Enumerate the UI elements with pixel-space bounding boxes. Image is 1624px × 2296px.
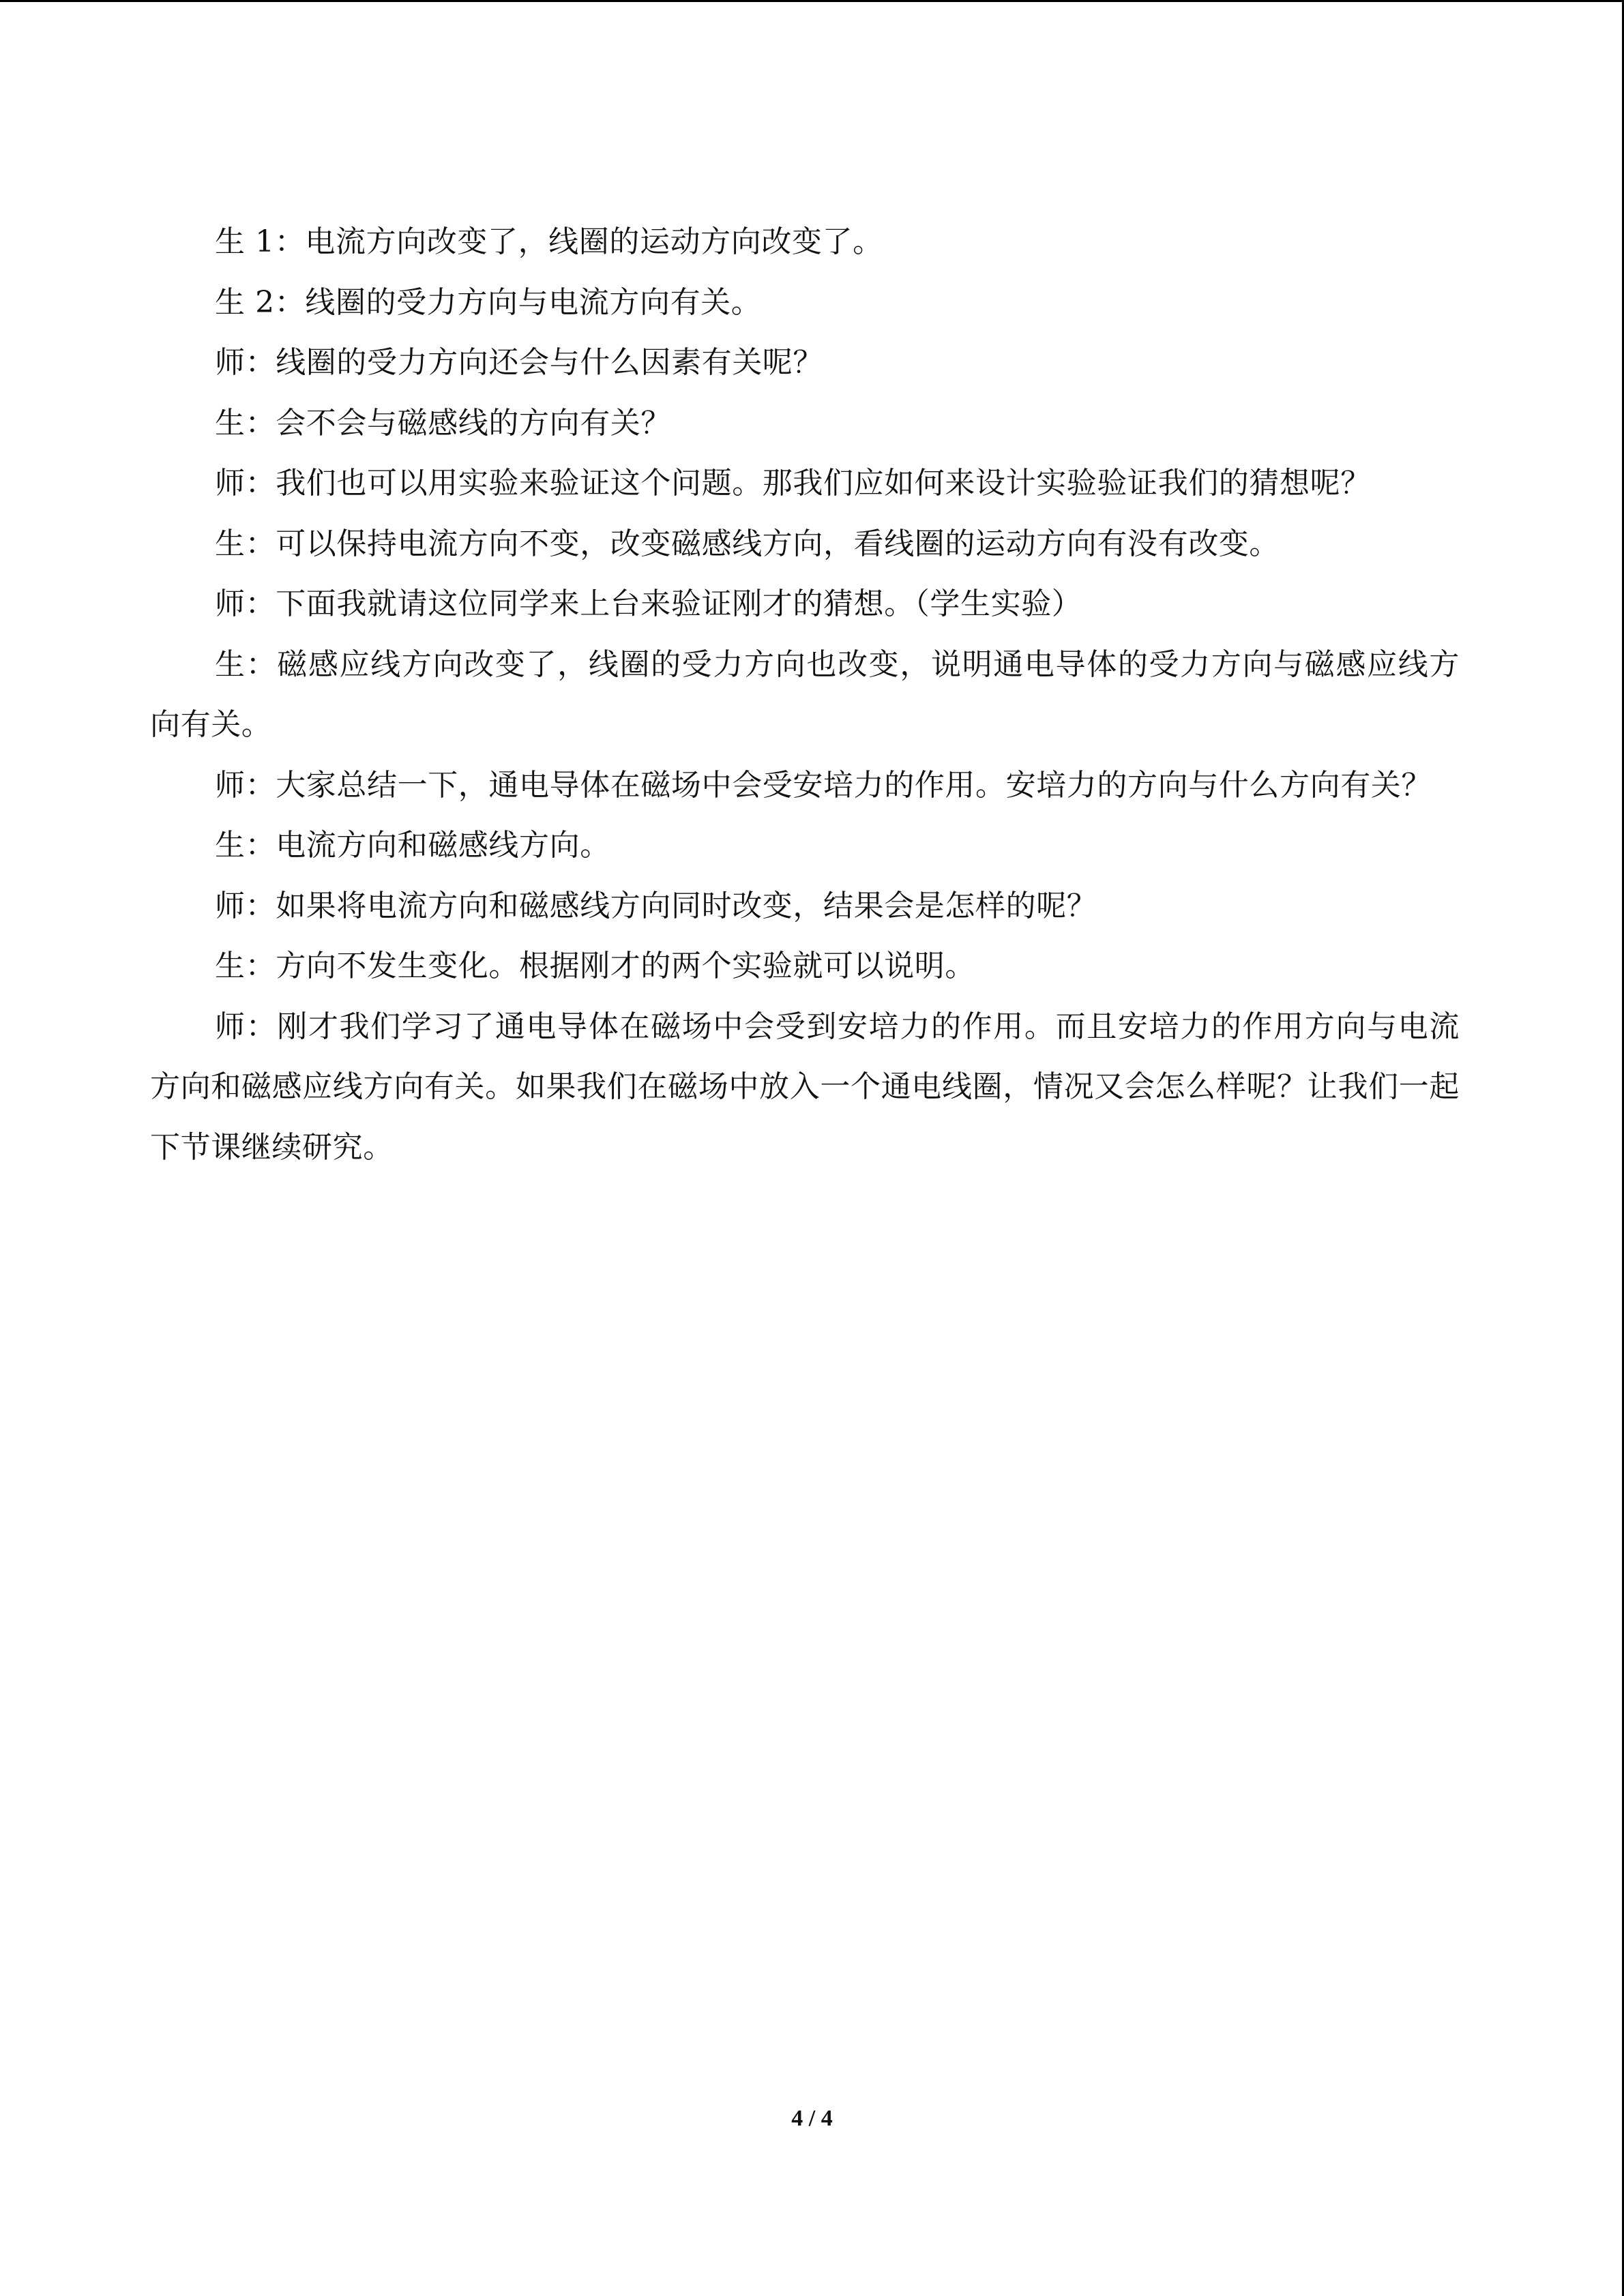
dialogue-paragraph: 师：线圈的受力方向还会与什么因素有关呢？ [215, 345, 823, 380]
dialogue-paragraph: 生：会不会与磁感线的方向有关？ [215, 405, 671, 441]
dialogue-paragraph: 生 1：电流方向改变了，线圈的运动方向改变了。 [215, 224, 883, 259]
dialogue-paragraph: 师：大家总结一下，通电导体在磁场中会受安培力的作用。安培力的方向与什么方向有关？ [215, 767, 1432, 803]
dialogue-paragraph: 师：下面我就请这位同学来上台来验证刚才的猜想。（学生实验） [215, 586, 1082, 621]
dialogue-paragraph: 生：可以保持电流方向不变，改变磁感线方向，看线圈的运动方向有没有改变。 [215, 526, 1280, 561]
dialogue-paragraph: 师：如果将电流方向和磁感线方向同时改变，结果会是怎样的呢？ [215, 888, 1097, 923]
dialogue-paragraph: 生：磁感应线方向改变了，线圈的受力方向也改变，说明通电导体的受力方向与磁感应线方向有关。 [150, 646, 1460, 742]
dialogue-paragraph: 生 2：线圈的受力方向与电流方向有关。 [215, 284, 762, 320]
dialogue-paragraph: 生：方向不发生变化。根据刚才的两个实验就可以说明。 [215, 949, 975, 983]
dialogue-paragraph: 师：我们也可以用实验来验证这个问题。那我们应如何来设计实验验证我们的猜想呢？ [215, 466, 1371, 501]
dialogue-paragraph: 生：电流方向和磁感线方向。 [215, 828, 610, 863]
document-body [150, 212, 1460, 1178]
page-number: 4 / 4 [791, 2106, 833, 2131]
dialogue-paragraph: 师：刚才我们学习了通电导体在磁场中会受到安培力的作用。而且安培力的作用方向与电流方向和磁感应线方向有关。如果我们在磁场中放入一个通电线圈，情况又会怎么样呢？让我们一起下节课继续研究。 [150, 1009, 1460, 1165]
